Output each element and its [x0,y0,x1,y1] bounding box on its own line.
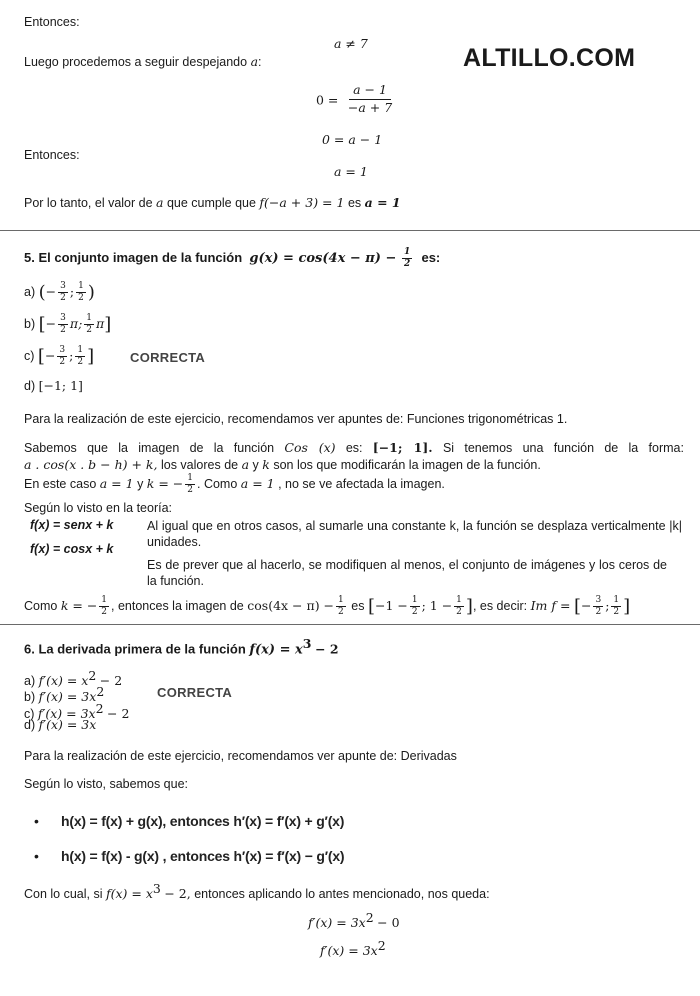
q6-segun: Según lo visto, sabemos que: [24,777,188,791]
bullet-2-icon: • [34,848,39,864]
q5-segun: Según lo visto en la teoría: [24,501,173,515]
q5-como: Como k = − $\frac{1}{2}$ , entonces la imagen de cos(4x − π) − $\frac{1}{2}$ es [−1 − $\frac{1}{2}$ ; 1 − $\frac{1}{2}$ ], es decir: Im f = [− $\frac{3}{2}$ ; $\frac{1}{2}$ ] [24,595,631,617]
text-entonces-2: Entonces: [24,148,80,162]
equation-0-eq-a-minus-1: 0 = a − 1 [322,132,383,147]
divider-2 [0,624,700,625]
q6-rule-sum: h(x) = f(x) + g(x), entonces h′(x) = f′(x) + g′(x) [61,813,345,829]
q6-rule-diff: h(x) = f(x) - g(x) , entonces h′(x) = f′(x) − g′(x) [61,848,345,864]
bullet-1-icon: • [34,813,39,829]
q5-rule-cos: f(x) = cosx + k [30,542,114,556]
q5-paragraph-1: Sabemos que la imagen de la función Cos (x) es: [−1; 1]. Si tenemos una función de la forma: [24,440,684,455]
text-entonces-1: Entonces: [24,15,80,29]
q5-option-b: b) [− $\frac{3}{2}$ π; $\frac{1}{2}$ π] [24,313,112,335]
q6-option-c: c) $f'(x) = 3x^2 - 2$ [24,701,130,722]
q6-title: 6. La derivada primera de la función $f(x) = x^3 - 2$ [24,636,339,658]
q5-rule-text-1: Al igual que en otros casos, al sumarle una constante k, la función se desplaza verticalmente |k| unidades. [147,519,682,549]
q6-correct-badge: CORRECTA [157,685,233,700]
q6-reference: Para la realización de este ejercicio, recomendamos ver apunte de: Derivadas [24,749,457,763]
q5-correct-badge: CORRECTA [130,350,206,365]
q6-result-2: $f'(x) = 3x^2$ [320,938,386,959]
q6-option-b: b) $f'(x) = 3x^2$ [24,684,105,705]
text-luego: Luego procedemos a seguir despejando a: [24,54,262,69]
equation-fraction: 0 = $\frac{a - 1}{-a + 7}$ [316,82,393,115]
q5-option-c: c) [− $\frac{3}{2}$ ; $\frac{1}{2}$ ] [24,345,95,367]
q6-con-lo-cual: Con lo cual, si $f(x) = x^3 - 2$, entonces aplicando lo antes mencionado, nos queda: [24,881,490,902]
q5-option-a: a) (− $\frac{3}{2}$ ; $\frac{1}{2}$ ) [24,281,95,303]
q6-option-d: d) f′(x) = 3x [24,717,97,732]
equation-a-eq-1: a = 1 [334,164,368,179]
q5-rule-sen: f(x) = senx + k [30,518,114,532]
divider-1 [0,230,700,231]
q5-reference: Para la realización de este ejercicio, recomendamos ver apuntes de: Funciones trigonométricas 1. [24,412,568,426]
q5-paragraph-2: En este caso a = 1 y k = − $\frac{1}{2}$ . Como a = 1 , no se ve afectada la imagen. [24,473,445,495]
q5-option-d: d) [−1; 1] [24,378,83,393]
q5-paragraph-1b: a . cos(x . b − h) + k, los valores de a y k son los que modificarán la imagen de la función. [24,457,541,472]
watermark-logo: ALTILLO.COM [463,44,636,72]
q6-option-a: a) $f'(x) = x^2 - 2$ [24,668,123,689]
q5-title: 5. El conjunto imagen de la función g(x) = cos(4x − π) − $\frac{1}{2}$ es: [24,247,441,269]
text-conclusion: Por lo tanto, el valor de a que cumple que f(−a + 3) = 1 es a = 1 [24,195,401,210]
q5-rule-text-2: Es de prever que al hacerlo, se modifiquen al menos, el conjunto de imágenes y los ceros de la función. [147,558,667,588]
q6-result-1: $f'(x) = 3x^2 - 0$ [308,910,400,931]
equation-a-neq-7: a ≠ 7 [334,36,368,51]
